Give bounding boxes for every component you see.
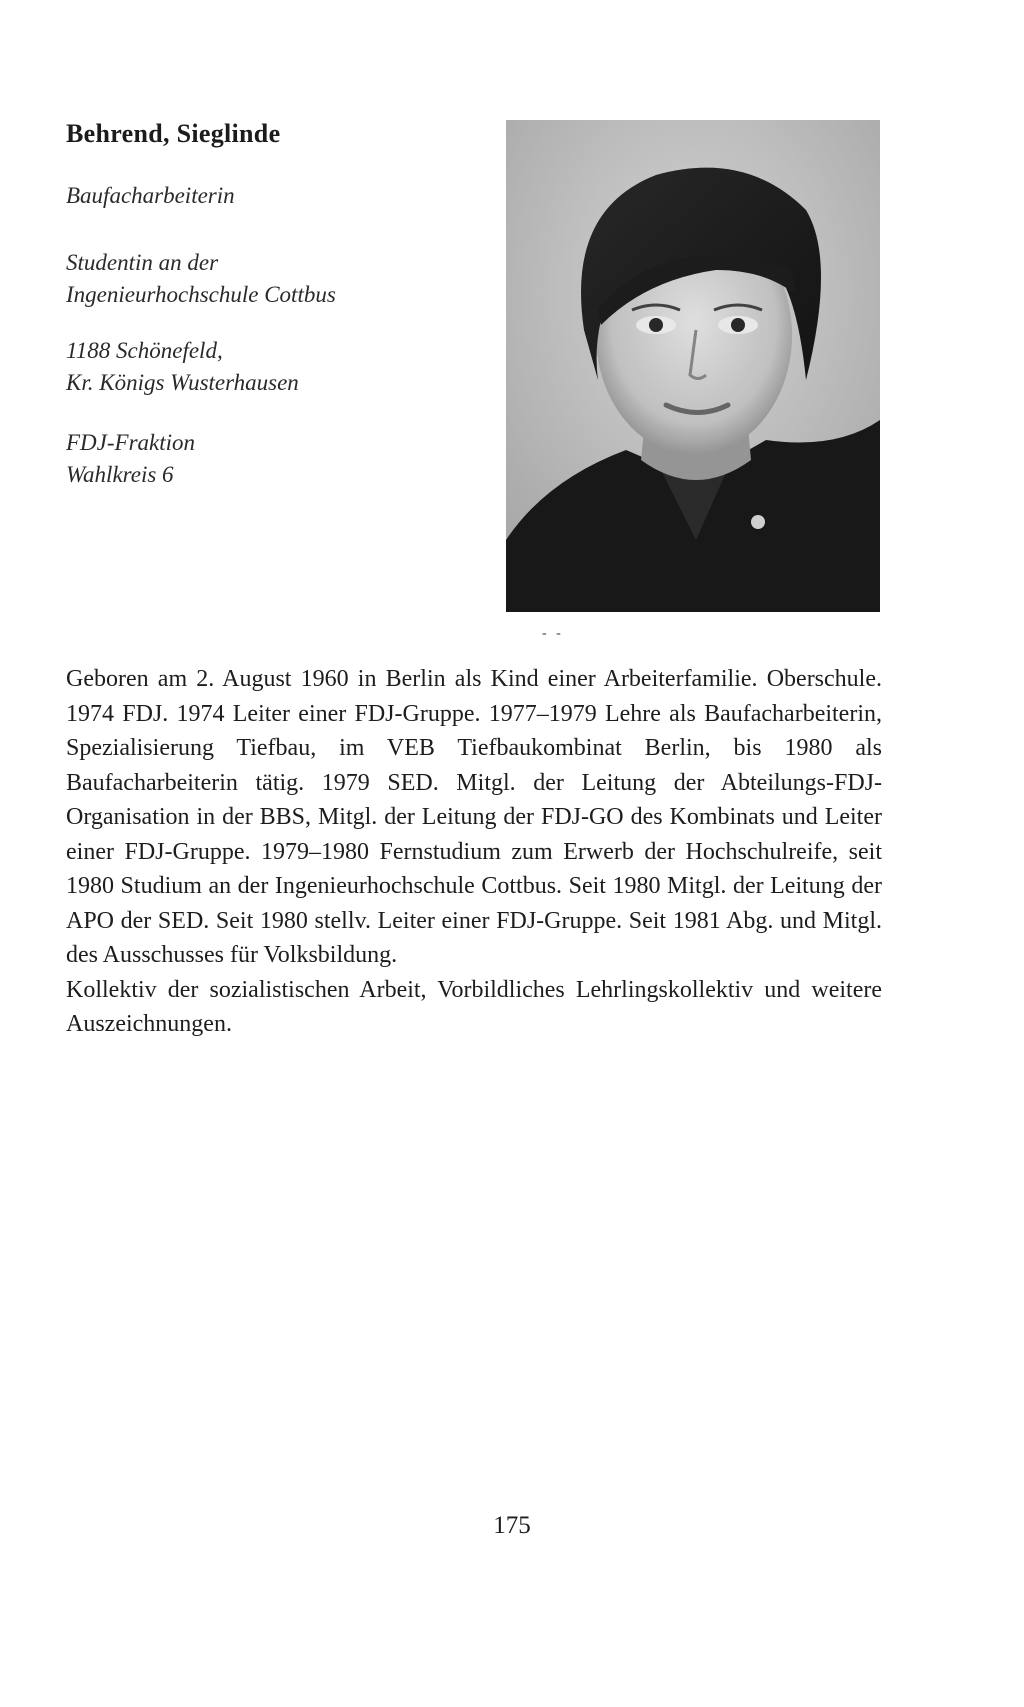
awards-paragraph: Kollektiv der sozialistischen Arbeit, Vorbildliches Lehrlingskollektiv und weitere Auszeichnungen. xyxy=(66,976,882,1037)
person-name: Behrend, Sieglinde xyxy=(66,119,281,148)
portrait-image xyxy=(506,120,880,612)
photo-mark: - - xyxy=(542,626,564,641)
faction: FDJ-Fraktion xyxy=(66,430,196,455)
biography-paragraph: Geboren am 2. August 1960 in Berlin als Kind einer Arbeiterfamilie. Oberschule. 1974 FDJ. 1974 Leiter einer FDJ-Gruppe. 1977–1979 Lehre als Baufacharbeiterin, Spezialisierung Tiefbau, im VEB Tiefbaukombinat Berlin, bis 1980 als Baufacharbeiterin tätig. 1979 SED. Mitgl. der Leitung der Abteilungs-FDJ-Organisation in der BBS, Mitgl. der Leitung der FDJ-GO des Kombinats und Leiter einer FDJ-Gruppe. 1979–1980 Fernstudium zum Erwerb der Hochschulreife, seit 1980 Studium an der Ingenieurhochschule Cottbus. Seit 1980 Mitgl. der Leitung der APO der SED. Seit 1980 stellv. Leiter einer FDJ-Gruppe. Seit 1981 Abg. und Mitgl. des Ausschusses für Volksbildung. xyxy=(66,666,882,968)
constituency: Wahlkreis 6 xyxy=(66,462,174,487)
address-line-1: 1188 Schönefeld, xyxy=(66,338,223,363)
study-line-2: Ingenieurhochschule Cottbus xyxy=(66,282,336,307)
occupation xyxy=(66,180,235,212)
biography xyxy=(66,662,882,1042)
faction-info xyxy=(66,427,195,491)
portrait-photo xyxy=(506,120,880,612)
occupation-text: Baufacharbeiterin xyxy=(66,183,235,208)
page-number: 175 xyxy=(493,1512,531,1539)
study-info xyxy=(66,247,336,311)
address-line-2: Kr. Königs Wusterhausen xyxy=(66,370,299,395)
address xyxy=(66,335,299,399)
study-line-1: Studentin an der xyxy=(66,250,219,275)
